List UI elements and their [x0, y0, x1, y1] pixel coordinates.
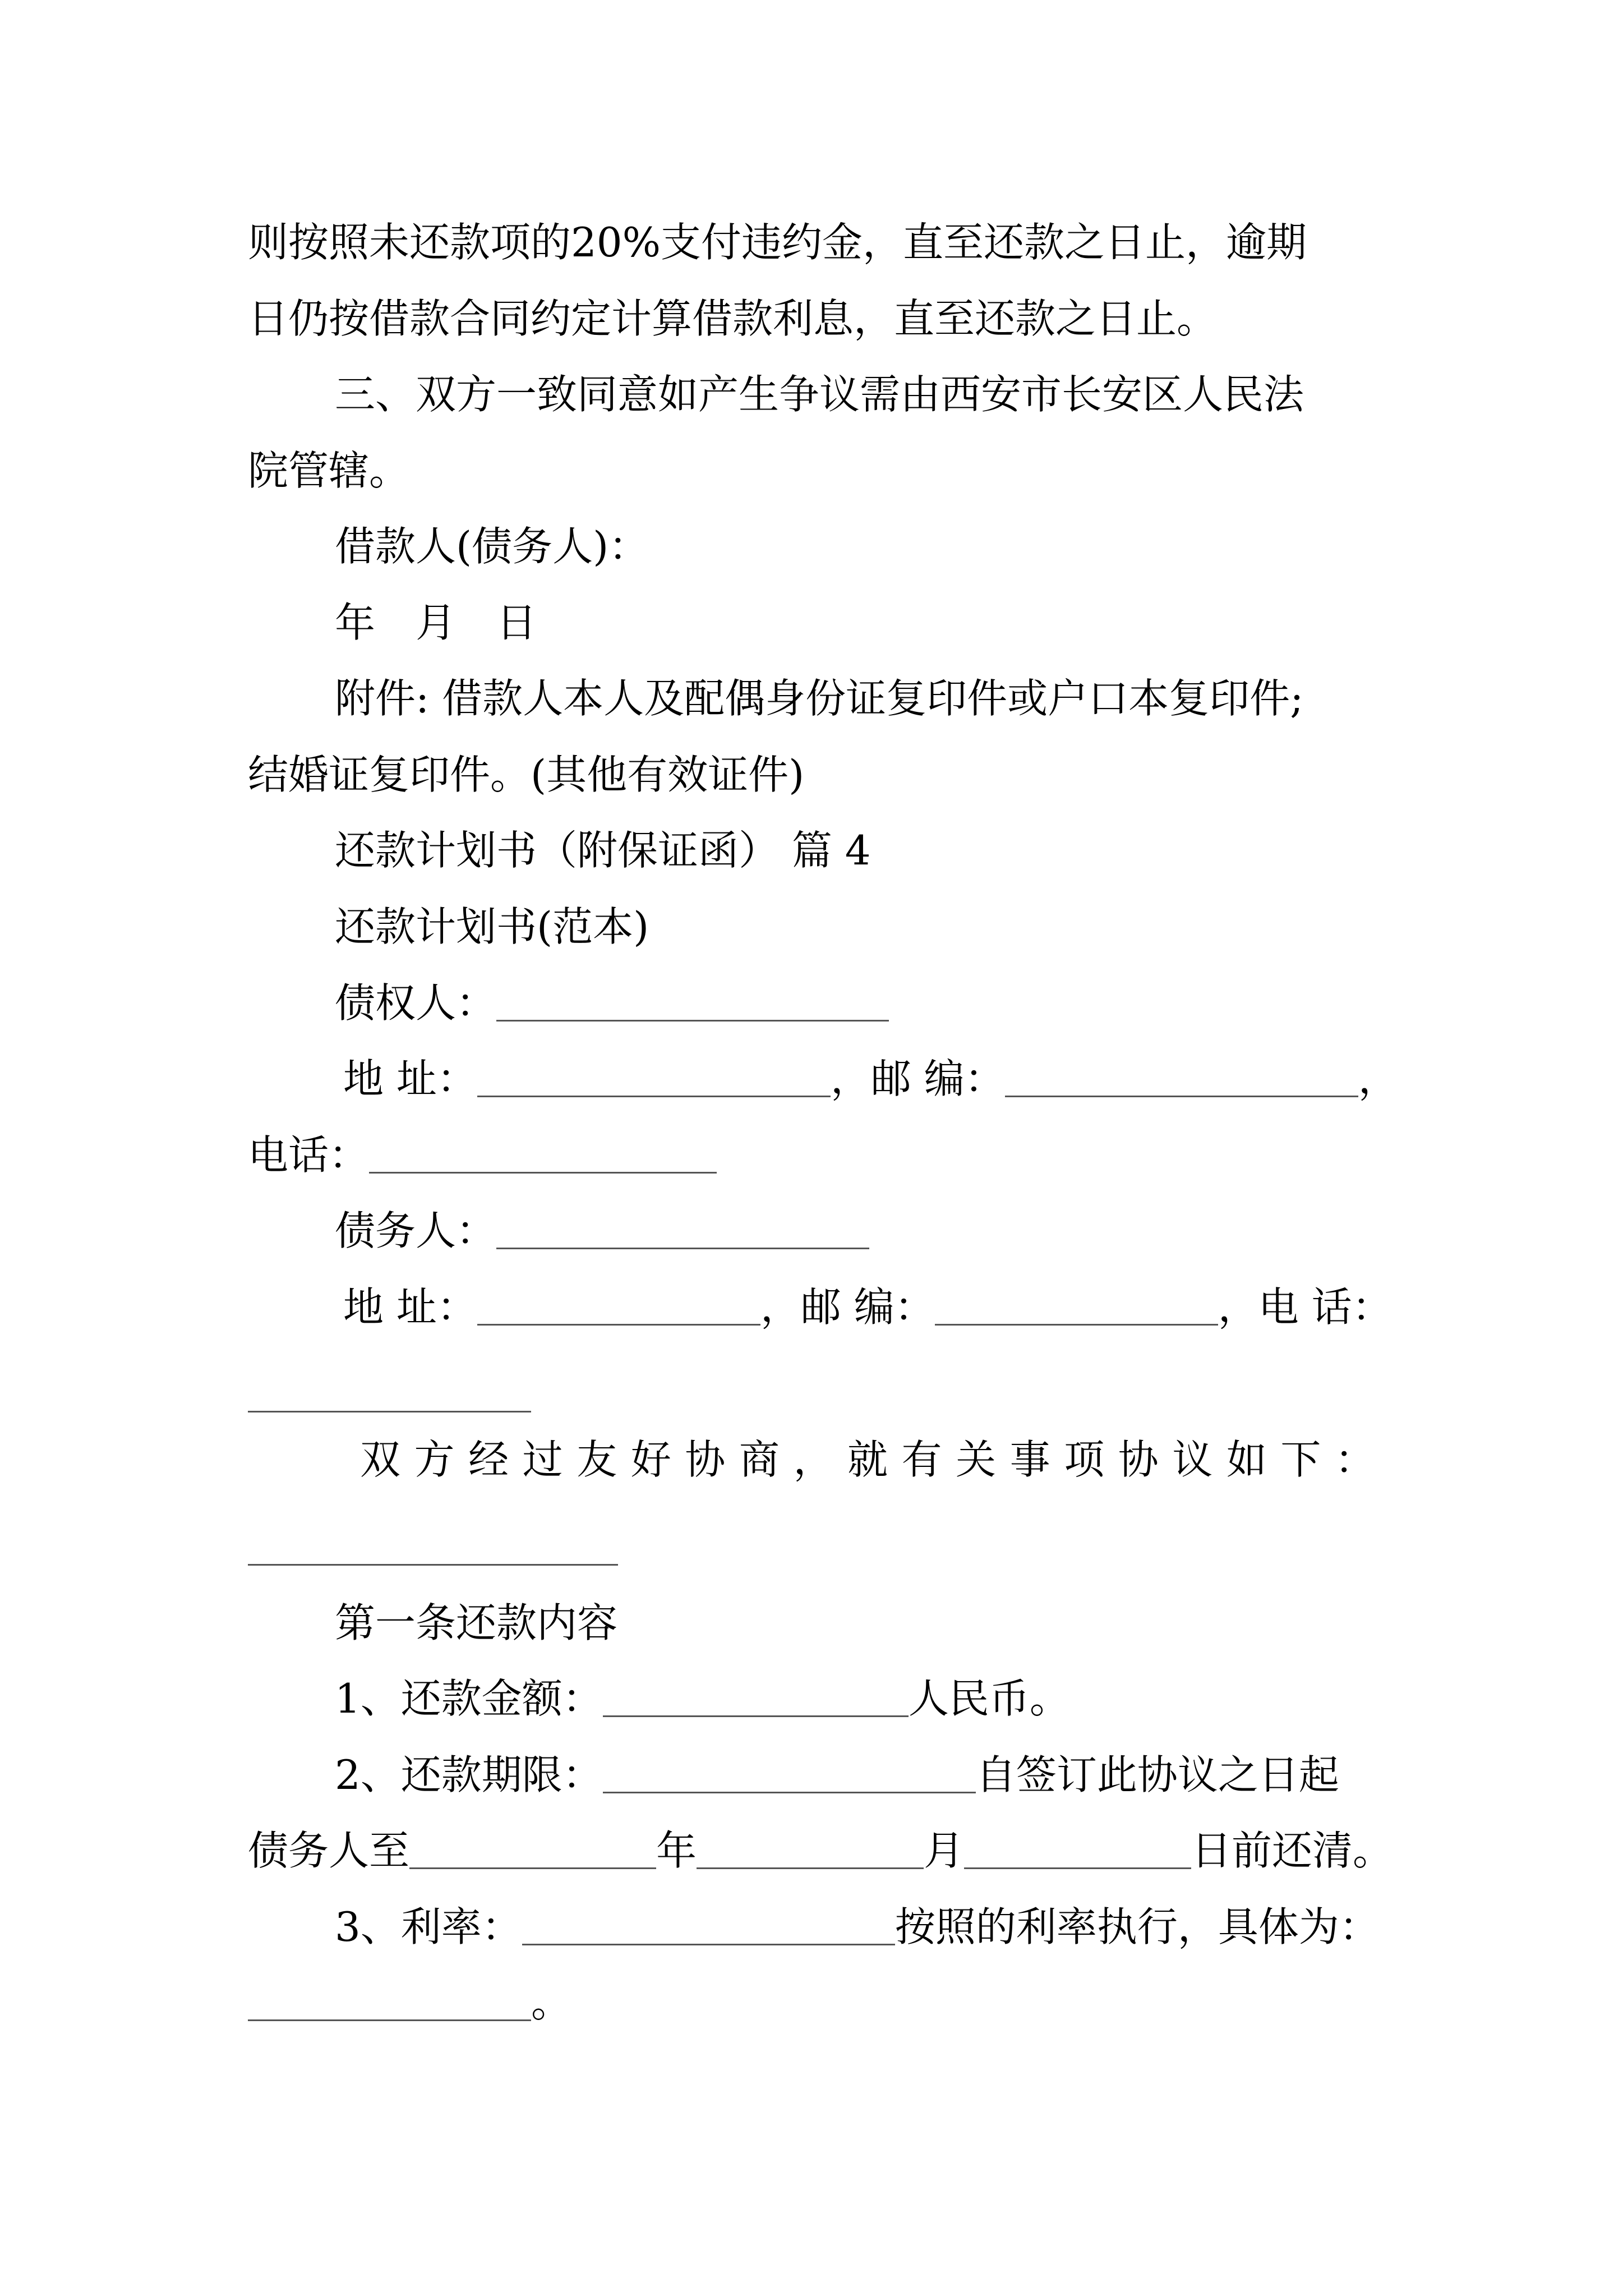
- rate-label: 3、利率：: [335, 1903, 522, 1950]
- year-label: 年: [656, 1827, 697, 1874]
- rate-detail-line: [248, 1975, 571, 2031]
- interest-rate-line: [335, 1899, 1380, 1955]
- month-blank: [697, 1834, 924, 1869]
- term-text: 自签订此协议之日起: [975, 1751, 1339, 1798]
- document-subtitle: 还款计划书(范本): [335, 903, 649, 950]
- year-blank: [409, 1834, 656, 1869]
- term-blank: [603, 1758, 976, 1793]
- attachments-line-2: 结婚证复印件。(其他有效证件): [248, 751, 805, 798]
- debtor-phone-blank: [248, 1411, 531, 1412]
- rate-detail-blank: [248, 1986, 531, 2021]
- article-1-title: 第一条还款内容: [335, 1599, 618, 1646]
- creditor-name-blank: [496, 986, 889, 1022]
- repayment-date-line: [248, 1823, 1393, 1879]
- creditor-address-blank: [477, 1062, 831, 1097]
- creditor-postcode-blank: [1005, 1062, 1358, 1097]
- debtor-address-label: 地 址：: [343, 1283, 477, 1331]
- term-prefix: 债务人至: [248, 1827, 410, 1874]
- debtor-line: [335, 1203, 869, 1259]
- creditor-line: [335, 975, 889, 1031]
- creditor-comma: ，: [1358, 1055, 1399, 1102]
- para-penalty-line-2: 日仍按借款合同约定计算借款利息，直至还款之日止。: [248, 295, 1218, 342]
- para-dispute-line-1: 三、双方一致同意如产生争议需由西安市长安区人民法: [335, 371, 1304, 418]
- debtor-address-blank: [477, 1290, 760, 1326]
- day-blank: [964, 1834, 1191, 1869]
- attachments-line-1: 附件: 借款人本人及配偶身份证复印件或户口本复印件;: [335, 675, 1304, 722]
- debtor-label: 债务人：: [335, 1207, 497, 1254]
- day-text: 日前还清。: [1191, 1827, 1394, 1874]
- creditor-phone-line: [248, 1127, 717, 1183]
- creditor-phone-label: 电话：: [248, 1131, 370, 1179]
- amount-label: 1、还款金额：: [335, 1675, 603, 1722]
- section-heading: 还款计划书（附保证函） 篇 4: [335, 827, 871, 874]
- signature-date: 年 月 日: [335, 599, 537, 646]
- rate-end: 。: [531, 1979, 572, 2026]
- repayment-amount-line: [335, 1671, 1070, 1727]
- creditor-postcode-label: ，邮 编：: [830, 1055, 1005, 1102]
- term-label: 2、还款期限：: [335, 1751, 603, 1798]
- agreement-blank: [248, 1564, 618, 1566]
- rate-text: 按照的利率执行，具体为：: [895, 1903, 1380, 1950]
- debtor-postcode-label: ，邮 编：: [760, 1283, 935, 1331]
- borrower-signature-label: 借款人(债务人)：: [335, 523, 649, 570]
- agreement-text: 双方经过友好协商，就有关事项协议如下：: [360, 1436, 1375, 1483]
- creditor-address-line: [343, 1051, 1399, 1107]
- para-penalty-line-1: 则按照未还款项的20%支付违约金，直至还款之日止，逾期: [248, 219, 1307, 266]
- creditor-address-label: 地 址：: [343, 1055, 477, 1102]
- debtor-name-blank: [496, 1214, 869, 1249]
- creditor-phone-blank: [369, 1138, 717, 1174]
- para-dispute-line-2: 院管辖。: [248, 447, 410, 494]
- debtor-address-line: [343, 1279, 1393, 1335]
- rate-blank: [522, 1910, 895, 1945]
- month-label: 月: [924, 1827, 965, 1874]
- debtor-postcode-blank: [935, 1290, 1218, 1326]
- amount-unit: 人民币。: [908, 1675, 1070, 1722]
- debtor-phone-label: ，电 话：: [1218, 1283, 1393, 1331]
- amount-blank: [603, 1682, 909, 1717]
- creditor-label: 债权人：: [335, 979, 497, 1027]
- repayment-term-line: [335, 1747, 1339, 1803]
